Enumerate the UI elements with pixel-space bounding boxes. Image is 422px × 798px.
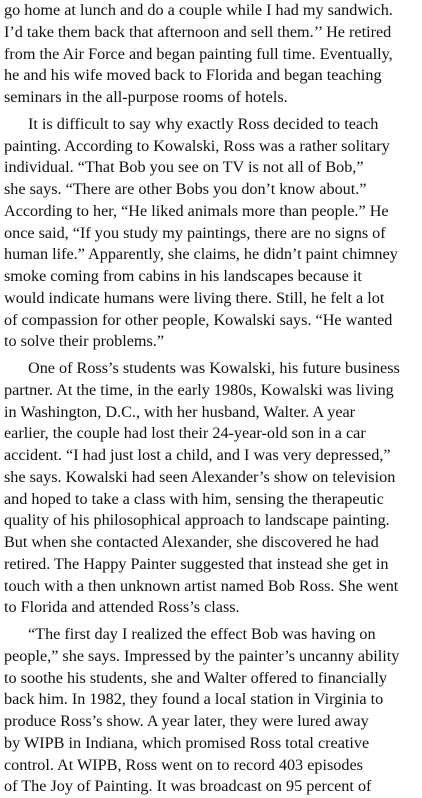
text-line: “The first day I realized the effect Bob was having on: [28, 625, 376, 643]
paragraph-1: [4, 0, 418, 109]
text-line: seminars in the all-purpose rooms of hotels.: [4, 88, 288, 106]
text-line: he and his wife moved back to Florida and began teaching: [4, 66, 382, 85]
paragraph-2: [4, 114, 418, 353]
text-line: to solve their problems.”: [4, 332, 165, 351]
text-line: she says. “There are other Bobs you don’t know about.”: [4, 180, 367, 198]
text-line: to soothe his students, she and Walter offered to financially: [4, 668, 387, 687]
text-line: produce Ross’s show. A year later, they were lured away: [4, 712, 369, 730]
text-line: touch with a then unknown artist named Bob Ross. She went: [4, 576, 399, 595]
text-line: smoke coming from cabins in his landscapes because it: [4, 267, 362, 285]
text-line: control. At WIPB, Ross went on to record 403 episodes: [4, 755, 363, 774]
paragraph-4: [4, 624, 418, 798]
text-line: accident. “I had just lost a child, and I was very depressed,”: [4, 446, 391, 464]
text-line: by WIPB in Indiana, which promised Ross total creative: [4, 733, 370, 752]
text-line: back him. In 1982, they found a local station in Virginia to: [4, 690, 384, 709]
text-line: and hoped to take a class with him, sensing the therapeutic: [4, 489, 384, 508]
text-line: It is difficult to say why exactly Ross decided to teach: [28, 114, 379, 133]
text-line: to Florida and attended Ross’s class.: [4, 598, 240, 617]
paragraph-3: [4, 358, 418, 619]
text-line: in Washington, D.C., with her husband, Walter. A year: [4, 402, 356, 421]
text-line: would indicate humans were living there. Still, he felt a lot: [4, 288, 385, 307]
text-line: quality of his philosophical approach to landscape painting.: [4, 511, 390, 530]
text-line: According to her, “He liked animals more than people.” He: [4, 201, 389, 220]
text-line: she says. Kowalski had seen Alexander’s show on television: [4, 467, 396, 486]
document-page: [4, 0, 418, 798]
text-line: earlier, the couple had lost their 24-year-old son in a car: [4, 424, 366, 443]
text-line: painting. According to Kowalski, Ross was a rather solitary: [4, 136, 390, 155]
text-line: of compassion for other people, Kowalski says. “He wanted: [4, 310, 393, 329]
text-line: partner. At the time, in the early 1980s, Kowalski was living: [4, 380, 394, 399]
text-line: retired. The Happy Painter suggested that instead she get in: [4, 554, 389, 573]
text-line: go home at lunch and do a couple while I had my sandwich.: [4, 1, 393, 19]
text-line: people,” she says. Impressed by the painter’s uncanny ability: [4, 646, 400, 665]
text-line: I’d take them back that afternoon and sell them.’’ He retired: [4, 22, 392, 41]
text-line: One of Ross’s students was Kowalski, his future business: [28, 359, 400, 377]
text-line: from the Air Force and began painting full time. Eventually,: [4, 44, 393, 63]
text-line: once said, “If you study my paintings, there are no signs of: [4, 223, 386, 242]
text-line: of The Joy of Painting. It was broadcast on 95 percent of: [4, 777, 372, 796]
text-line: human life.” Apparently, she claims, he didn’t paint chimney: [4, 245, 398, 264]
text-line: But when she contacted Alexander, she discovered he had: [4, 533, 379, 551]
text-line: individual. “That Bob you see on TV is not all of Bob,”: [4, 158, 364, 177]
